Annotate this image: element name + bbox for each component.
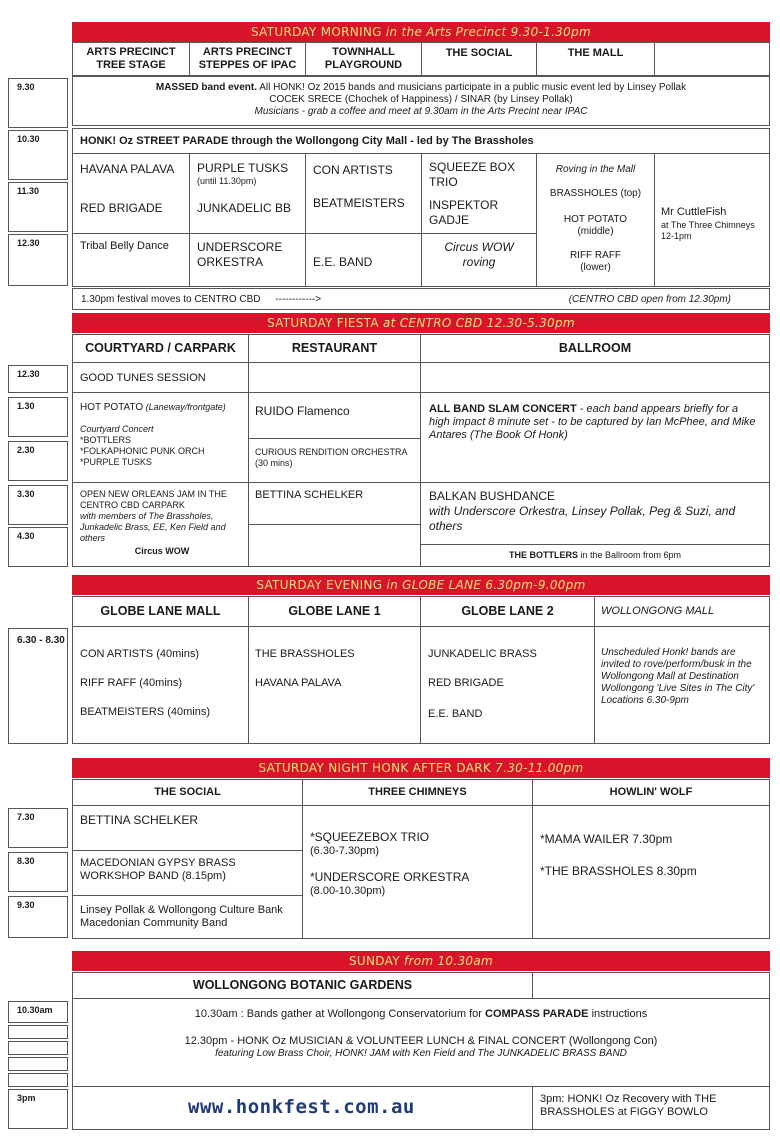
url-block xyxy=(72,1086,533,1130)
act-circus-wow: Circus WOW xyxy=(134,546,190,556)
morning-banner xyxy=(72,22,770,42)
venue-courtyard xyxy=(72,334,249,363)
venue-label: ARTS PRECINCT STEPPES OF IPAC xyxy=(198,46,297,71)
time-slot xyxy=(8,527,68,567)
venue-label: COURTYARD / CARPARK xyxy=(85,341,236,355)
venue-the-mall xyxy=(536,42,655,76)
curious-block xyxy=(248,438,421,483)
time-slot xyxy=(8,182,68,232)
tribal-block xyxy=(72,233,190,287)
time-slot xyxy=(8,397,68,437)
act-havana-palava: HAVANA PALAVA xyxy=(255,677,342,689)
time-slot xyxy=(8,485,68,525)
act-inspektor-gadje: INSPEKTOR GADJE xyxy=(429,198,499,227)
time-slot xyxy=(8,896,68,938)
act-good-tunes-session: GOOD TUNES SESSION xyxy=(80,372,206,384)
act-folkaphonic: *FOLKAPHONIC PUNK ORCH xyxy=(80,446,205,456)
fiesta-banner-title: SATURDAY FIESTA xyxy=(267,316,379,330)
hot-potato-note: (Laneway/frontgate) xyxy=(145,402,226,412)
venue-globe-lane-mall xyxy=(72,596,249,627)
act-bottlers: *BOTTLERS xyxy=(80,435,132,445)
evening-banner-title: SATURDAY EVENING xyxy=(256,578,383,592)
venue-townhall xyxy=(305,42,422,76)
venue-label: THE SOCIAL xyxy=(445,47,513,59)
bettina-block xyxy=(248,482,421,525)
massed-event xyxy=(72,76,770,126)
night-bettina-block xyxy=(72,805,303,851)
bottlers-time: in the Ballroom from 6pm xyxy=(577,550,682,560)
restaurant-empty xyxy=(248,524,421,567)
balkan-performers: with Underscore Orkestra, Linsey Pollak, Peg & Suzi, and others xyxy=(429,504,736,533)
venue-label: BALLROOM xyxy=(558,341,632,355)
act-red-brigade: RED BRIGADE xyxy=(428,677,504,689)
time-slot xyxy=(8,78,68,128)
sunday-banner-sub: from 10.30am xyxy=(403,954,493,968)
time-label: 12.30 xyxy=(17,238,40,248)
fiesta-banner xyxy=(72,313,770,333)
time-slot-empty xyxy=(8,1025,68,1039)
act-tribal-belly-dance: Tribal Belly Dance xyxy=(80,240,169,252)
slam-description: - each band appears briefly for a high impact 8 minute set - to be captured by Ian McPhee, and Mike Antares (The Book Of Honk) xyxy=(429,403,756,441)
act-riff-raff-lower: RIFF RAFF (lower) xyxy=(569,250,622,273)
time-label: 6.30 - 8.30 xyxy=(17,635,65,646)
act-bettina-schelker: BETTINA SCHELKER xyxy=(255,489,364,501)
time-slot xyxy=(8,1089,68,1129)
venue-label: THE MALL xyxy=(567,47,624,59)
time-slot xyxy=(8,808,68,848)
howlin-wolf-block xyxy=(532,805,770,939)
massed-meet: Musicians - grab a coffee and meet at 9.30am in the Arts Precint near IPAC xyxy=(254,106,588,117)
gather-instructions: instructions xyxy=(588,1008,648,1020)
street-parade xyxy=(72,128,770,154)
parade-text: HONK! Oz STREET PARADE through the Wollongong City Mall - led by The Brassholes xyxy=(80,135,534,147)
sunday-program xyxy=(72,998,770,1087)
venue-globe-lane-2 xyxy=(420,596,595,627)
macedonian-block xyxy=(72,850,303,896)
courtyard-concert-label: Courtyard Concert xyxy=(80,424,154,434)
time-label: 10.30am xyxy=(17,1005,53,1015)
act-new-orleans-jam: OPEN NEW ORLEANS JAM IN THE CENTRO CBD CARPARK xyxy=(80,489,227,510)
time-label: 11.30 xyxy=(17,186,40,196)
restaurant-empty xyxy=(248,362,421,393)
social-block xyxy=(421,153,537,234)
venue-label: GLOBE LANE 2 xyxy=(461,604,554,618)
evening-banner xyxy=(72,575,770,595)
townhall-block xyxy=(305,153,422,234)
slam-title: ALL BAND SLAM CONCERT xyxy=(429,403,577,415)
time-label: 3pm xyxy=(17,1093,36,1103)
venue-steppes-ipac xyxy=(189,42,306,76)
venue-label: TOWNHALL PLAYGROUND xyxy=(324,46,403,71)
act-beatmeisters: BEATMEISTERS xyxy=(313,196,405,210)
globe-mall-block xyxy=(72,626,249,744)
time-slot xyxy=(8,628,68,744)
act-curious-rendition: CURIOUS RENDITION ORCHESTRA (30 mins) xyxy=(255,447,408,468)
ballroom-divider xyxy=(420,544,770,545)
massed-title: MASSED band event. xyxy=(155,82,257,93)
venue-night-social xyxy=(72,779,303,806)
act-purple-tusks: PURPLE TUSKS xyxy=(197,161,289,175)
act-macedonian-gypsy-brass: MACEDONIAN GYPSY BRASS WORKSHOP BAND (8.15pm) xyxy=(80,857,236,882)
venue-label: WOLLONGONG BOTANIC GARDENS xyxy=(192,978,413,992)
linsey-block xyxy=(72,895,303,939)
circus-block xyxy=(421,233,537,287)
night-banner xyxy=(72,758,770,778)
underscore-time: (8.00-10.30pm) xyxy=(310,885,386,897)
time-slot xyxy=(8,1001,68,1023)
act-junkadelic-bb: JUNKADELIC BB xyxy=(197,201,292,215)
mall-block xyxy=(536,153,655,287)
lunch-concert: 12.30pm - HONK Oz MUSICIAN & VOLUNTEER LUNCH & FINAL CONCERT (Wollongong Con) xyxy=(184,1035,658,1047)
venue-the-social xyxy=(421,42,537,76)
venue-tree-stage xyxy=(72,42,190,76)
time-label: 1.30 xyxy=(17,401,35,411)
venue-label: GLOBE LANE 1 xyxy=(288,604,381,618)
time-label: 9.30 xyxy=(17,82,35,92)
hot-potato-block xyxy=(72,392,249,483)
venue-label: THE SOCIAL xyxy=(154,786,221,798)
venue-three-chimneys xyxy=(302,779,533,806)
website-link[interactable]: www.honkfest.com.au xyxy=(188,1096,415,1118)
ballroom-empty xyxy=(420,362,770,393)
compass-parade: COMPASS PARADE xyxy=(485,1008,589,1020)
act-bettina-schelker: BETTINA SCHELKER xyxy=(80,813,199,827)
squeezebox-time: (6.30-7.30pm) xyxy=(310,845,380,857)
morning-banner-title: SATURDAY MORNING xyxy=(251,25,382,39)
gather-text: 10.30am : Bands gather at Wollongong Conservatorium for xyxy=(194,1008,486,1020)
slam-block xyxy=(420,392,770,483)
venue-label: GLOBE LANE MALL xyxy=(100,604,221,618)
purple-tusks-until: (until 11.30pm) xyxy=(197,176,257,186)
sunday-banner-title: SUNDAY xyxy=(349,954,400,968)
time-slot xyxy=(8,852,68,892)
time-label: 8.30 xyxy=(17,856,35,866)
time-label: 2.30 xyxy=(17,445,35,455)
venue-globe-lane-1 xyxy=(248,596,421,627)
time-slot xyxy=(8,365,68,393)
globe-lane-1-block xyxy=(248,626,421,744)
act-underscore-orkestra: UNDERSCORE ORKESTRA xyxy=(197,240,283,269)
ruido-block xyxy=(248,392,421,439)
jam-members: with members of The Brassholes, Junkadelic Brass, EE, Ken Field and others xyxy=(80,511,226,543)
act-hot-potato-middle: HOT POTATO (middle) xyxy=(563,214,628,237)
massed-text: All HONK! Oz 2015 bands and musicians participate in a public music event led by Linsey Pollak xyxy=(259,82,687,93)
night-banner-sub: 7.30-11.00pm xyxy=(495,761,584,775)
venue-label: HOWLIN' WOLF xyxy=(609,786,693,798)
venue-label: RESTAURANT xyxy=(291,341,378,355)
centro-open-note: (CENTRO CBD open from 12.30pm) xyxy=(568,294,731,305)
venue-botanic-gardens xyxy=(72,972,533,999)
time-slot-empty xyxy=(8,1073,68,1087)
recovery-text: 3pm: HONK! Oz Recovery with THE BRASSHOLES at FIGGY BOWLO xyxy=(540,1093,717,1118)
time-slot-empty xyxy=(8,1041,68,1055)
moves-text: 1.30pm festival moves to CENTRO CBD xyxy=(81,294,261,305)
moves-row xyxy=(72,288,770,310)
venue-wollongong-mall xyxy=(594,596,770,627)
time-label: 10.30 xyxy=(17,134,40,144)
cuttlefish-block xyxy=(654,153,770,287)
act-purple-tusks: *PURPLE TUSKS xyxy=(80,457,152,467)
night-banner-title: SATURDAY NIGHT HONK AFTER DARK xyxy=(258,761,492,775)
time-label: 3.30 xyxy=(17,489,35,499)
act-mama-wailer: *MAMA WAILER 7.30pm xyxy=(540,832,673,846)
act-squeezebox-trio: *SQUEEZEBOX TRIO xyxy=(310,830,430,844)
time-slot-empty xyxy=(8,1057,68,1071)
act-brassholes-top: BRASSHOLES (top) xyxy=(549,188,642,199)
time-label: 9.30 xyxy=(17,900,35,910)
venue-ballroom xyxy=(420,334,770,363)
act-circus-wow: Circus WOW roving xyxy=(444,240,514,269)
massed-songs: COCEK SRECE (Chochek of Happiness) / SINAR (by Linsey Pollak) xyxy=(269,94,573,105)
act-the-brassholes: THE BRASSHOLES xyxy=(255,648,355,660)
venue-howlin-wolf xyxy=(532,779,770,806)
time-label: 7.30 xyxy=(17,812,35,822)
venue-empty xyxy=(654,42,770,76)
venue-label: WOLLONGONG MALL xyxy=(601,605,715,617)
act-junkadelic-brass: JUNKADELIC BRASS xyxy=(428,648,537,660)
good-tunes-block xyxy=(72,362,249,393)
bottlers-name: THE BOTTLERS xyxy=(508,550,578,560)
act-ruido-flamenco: RUIDO Flamenco xyxy=(255,404,350,418)
act-mr-cuttlefish: Mr CuttleFish xyxy=(661,206,727,218)
act-red-brigade: RED BRIGADE xyxy=(80,201,163,215)
steppes-block xyxy=(189,153,306,234)
venue-empty xyxy=(532,972,770,999)
act-balkan-bushdance: BALKAN BUSHDANCE xyxy=(429,489,556,503)
time-label: 4.30 xyxy=(17,531,35,541)
act-havana-palava: HAVANA PALAVA xyxy=(80,162,175,176)
fiesta-banner-sub: at CENTRO CBD 12.30-5.30pm xyxy=(382,316,575,330)
act-ee-band: E.E. BAND xyxy=(313,255,373,269)
venue-restaurant xyxy=(248,334,421,363)
act-hot-potato: HOT POTATO xyxy=(80,402,144,413)
sunday-banner xyxy=(72,951,770,971)
time-slot xyxy=(8,234,68,286)
globe-lane-2-block xyxy=(420,626,595,744)
act-con-artists: CON ARTISTS (40mins) xyxy=(80,648,199,660)
act-riff-raff: RIFF RAFF (40mins) xyxy=(80,677,183,689)
wollongong-mall-block xyxy=(594,626,770,744)
act-squeeze-box-trio: SQUEEZE BOX TRIO xyxy=(429,160,516,189)
time-slot xyxy=(8,130,68,180)
jam-block xyxy=(72,482,249,567)
recovery-block xyxy=(532,1086,770,1130)
tree-stage-block xyxy=(72,153,190,234)
roving-label: Roving in the Mall xyxy=(555,164,636,175)
bottlers-ballroom xyxy=(420,550,770,561)
act-underscore-orkestra: *UNDERSCORE ORKESTRA xyxy=(310,870,470,884)
act-con-artists: CON ARTISTS xyxy=(313,163,393,177)
underscore-block xyxy=(189,233,306,287)
arrow-glyph: ------------> xyxy=(275,294,322,305)
act-ee-band: E.E. BAND xyxy=(428,708,483,720)
time-slot xyxy=(8,441,68,481)
act-linsey-pollak: Linsey Pollak & Wollongong Culture Bank Macedonian Community Band xyxy=(80,904,283,929)
evening-banner-sub: in GLOBE LANE 6.30pm-9.00pm xyxy=(386,578,586,592)
time-label: 12.30 xyxy=(17,369,40,379)
three-chimneys-block xyxy=(302,805,533,939)
morning-banner-sub: in the Arts Precinct 9.30-1.30pm xyxy=(385,25,591,39)
unscheduled-bands-note: Unscheduled Honk! bands are invited to rove/perform/busk in the Wollongong Mall at Destination Wollongong 'Live Sites in The City' Locations 6.30-9pm xyxy=(601,647,755,706)
venue-label: THREE CHIMNEYS xyxy=(368,786,467,798)
act-beatmeisters: BEATMEISTERS (40mins) xyxy=(80,706,210,718)
lunch-featuring: featuring Low Brass Choir, HONK! JAM with Ken Field and The JUNKADELIC BRASS BAND xyxy=(215,1048,627,1059)
act-the-brassholes: *THE BRASSHOLES 8.30pm xyxy=(540,864,697,878)
cuttlefish-location: at The Three Chimneys 12-1pm xyxy=(661,220,755,241)
venue-label: ARTS PRECINCT TREE STAGE xyxy=(86,46,176,71)
ee-band-block xyxy=(305,233,422,287)
